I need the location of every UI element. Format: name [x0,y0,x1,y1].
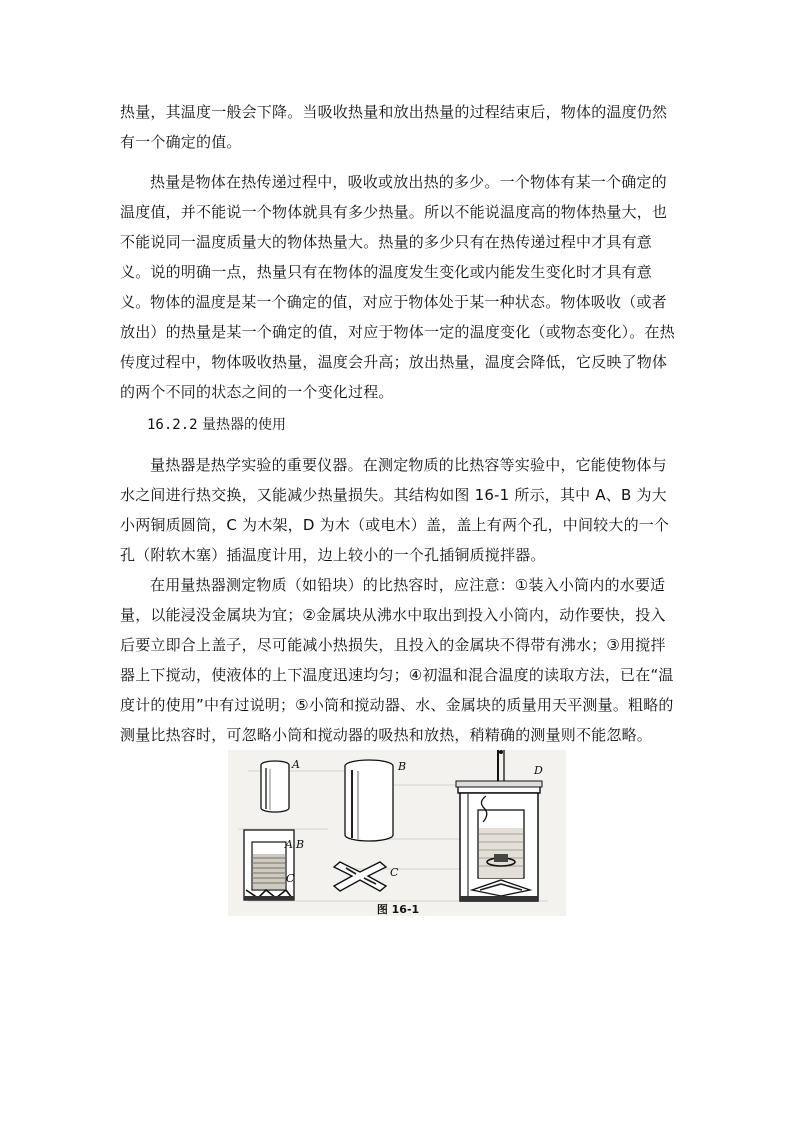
assembled-calorimeter [456,750,542,901]
label-a-nested: A [285,838,293,851]
section-heading [147,410,286,440]
calorimeter-diagram [228,750,566,916]
large-cylinder-b [345,760,393,841]
small-cylinder-a [261,761,289,812]
label-a: A [292,758,300,771]
paragraph-3: 物体的温度是某一个确定的值，对应于物体处于某一种状态。物体吸收（或者放出）的热量是某一个确定的值，对应于物体一定的温度变化（或物态变化）。在热传度过程中，物体吸收热量，温度会升高；放出热量，温度会降低，它反映了物体的两个不同的状态之间的一个变化过程。 [120,293,675,401]
paragraph-2: 热量是物体在热传递过程中，吸收或放出热的多少。一个物体有某一个确定的温度值，并不能说一个物体就具有多少热量。所以不能说温度高的物体热量大，也不能说同一温度质量大的物体热量大。热量的多少只有在热传递过程中才具有意义。说的明确一点，热量只有在物体的温度发生变化或内能发生变化时才具有意义。 [120,173,668,311]
label-b-nested: B [296,838,305,851]
wooden-stand-c [334,862,386,891]
paragraph-1: 热量，其温度一般会下降。当吸收热量和放出热量的过程结束后，物体的温度仍然有一个确定的值。 [120,103,668,151]
label-c: C [390,866,399,879]
section-number: 16.2.2 [147,417,198,433]
figure-caption: 图 16-1 [376,903,420,916]
paragraph-4: 量热器是热学实验的重要仪器。在测定物质的比热容等实验中，它能使物体与水之间进行热交换，又能减少热量损失。其结构如图 16-1 所示，其中 A、B 为大小两铜质圆筒，C 为木架，D 为木（或电木）盖，盖上有两个孔，中间较大的一个孔（附软木塞）插温度计用，边上较小的一个孔插铜质搅拌器。 [120,456,670,564]
label-b: B [398,760,407,773]
section-title: 量热器的使用 [202,417,287,433]
paragraph-5: 在用量热器测定物质（如铅块）的比热容时，应注意：①装入小筒内的水要适量，以能浸没金属块为宜；②金属块从沸水中取出到投入小筒内，动作要快，投入后要立即合上盖子，尽可能减小热损失，且投入的金属块不得带有沸水；③用搅拌器上下搅动，使液体的上下温度迅速均匀；④初温和混合温度的读取方法，已在“温度计的使用”中有过说明；⑤小筒和搅动器、水、金属块的质量用天平测量。粗略的测量比热容时，可忽略小筒和搅动器的吸热和放热，稍精确的测量则不能忽略。 [120,576,674,744]
label-d: D [534,764,543,777]
label-c-nested: C [286,872,295,885]
figure-16-1 [228,750,566,916]
